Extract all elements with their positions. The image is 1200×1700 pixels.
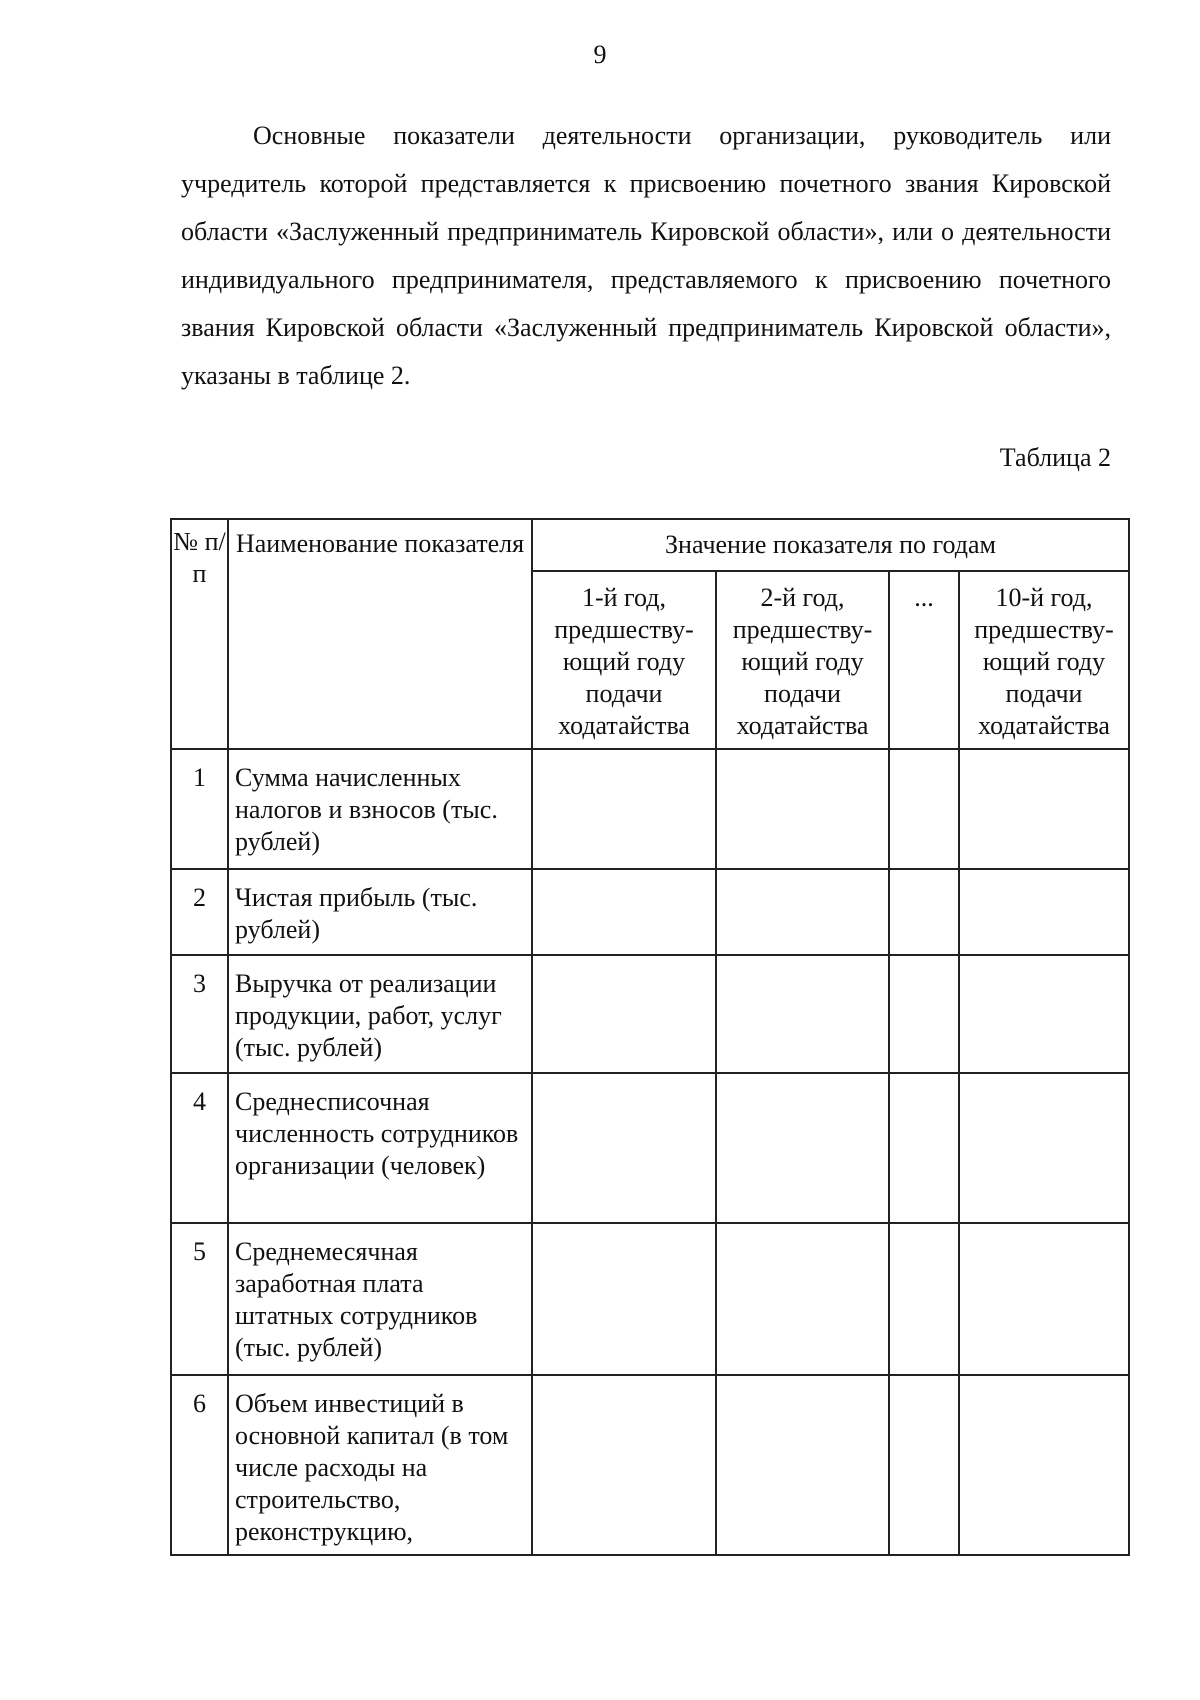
row-indicator-name: Среднесписочная численность сотрудников организации (человек) bbox=[228, 1073, 532, 1223]
header-name: Наименование показателя bbox=[228, 519, 532, 749]
table-row bbox=[171, 1375, 1129, 1555]
row-number: 1 bbox=[171, 749, 228, 869]
value-cell bbox=[532, 749, 716, 869]
table-row bbox=[171, 869, 1129, 955]
value-cell bbox=[716, 1073, 889, 1223]
intro-paragraph: Основные показатели деятельности организации, руководитель или учредитель которой представляется к присвоению почетного звания Кировской области «Заслуженный предприниматель Кировской области», или о деятельности индивидуального предпринимателя, представляемого к присвоению почетного звания Кировской области «Заслуженный предприниматель Кировской области», указаны в таблице 2. bbox=[181, 121, 1111, 390]
header-values-by-year: Значение показателя по годам bbox=[532, 519, 1129, 571]
table-header-row bbox=[171, 519, 1129, 571]
value-cell bbox=[532, 955, 716, 1073]
value-cell bbox=[889, 1223, 959, 1375]
header-year-ellipsis: ... bbox=[889, 571, 959, 749]
value-cell bbox=[716, 869, 889, 955]
row-number: 6 bbox=[171, 1375, 228, 1555]
header-number: № п/п bbox=[171, 519, 228, 749]
value-cell bbox=[959, 1073, 1129, 1223]
row-indicator-name: Выручка от реализации продукции, работ, услуг (тыс. рублей) bbox=[228, 955, 532, 1073]
page-number: 9 bbox=[593, 40, 607, 69]
value-cell bbox=[889, 1073, 959, 1223]
value-cell bbox=[716, 955, 889, 1073]
value-cell bbox=[532, 1223, 716, 1375]
table-row bbox=[171, 1073, 1129, 1223]
row-number: 2 bbox=[171, 869, 228, 955]
row-indicator-name: Среднемесячная заработная плата штатных сотрудников (тыс. рублей) bbox=[228, 1223, 532, 1375]
table-caption: Таблица 2 bbox=[999, 443, 1111, 472]
row-indicator-name: Сумма начисленных налогов и взносов (тыс. рублей) bbox=[228, 749, 532, 869]
value-cell bbox=[532, 1073, 716, 1223]
table-row bbox=[171, 955, 1129, 1073]
value-cell bbox=[959, 1223, 1129, 1375]
value-cell bbox=[716, 1375, 889, 1555]
value-cell bbox=[532, 1375, 716, 1555]
row-number: 4 bbox=[171, 1073, 228, 1223]
indicators-table bbox=[170, 518, 1130, 1556]
value-cell bbox=[889, 869, 959, 955]
value-cell bbox=[959, 869, 1129, 955]
value-cell bbox=[959, 955, 1129, 1073]
header-year-2: 2-й год, предшеству-ющий году подачи ходатайства bbox=[716, 571, 889, 749]
value-cell bbox=[716, 1223, 889, 1375]
table-row bbox=[171, 1223, 1129, 1375]
value-cell bbox=[532, 869, 716, 955]
row-number: 5 bbox=[171, 1223, 228, 1375]
value-cell bbox=[959, 749, 1129, 869]
value-cell bbox=[889, 1375, 959, 1555]
row-indicator-name: Объем инвестиций в основной капитал (в том числе расходы на строительство, реконструкцию, bbox=[228, 1375, 532, 1555]
header-year-10: 10-й год, предшеству-ющий году подачи ходатайства bbox=[959, 571, 1129, 749]
value-cell bbox=[889, 749, 959, 869]
value-cell bbox=[959, 1375, 1129, 1555]
header-year-1: 1-й год, предшеству-ющий году подачи ходатайства bbox=[532, 571, 716, 749]
value-cell bbox=[716, 749, 889, 869]
value-cell bbox=[889, 955, 959, 1073]
row-number: 3 bbox=[171, 955, 228, 1073]
table-row bbox=[171, 749, 1129, 869]
row-indicator-name: Чистая прибыль (тыс. рублей) bbox=[228, 869, 532, 955]
